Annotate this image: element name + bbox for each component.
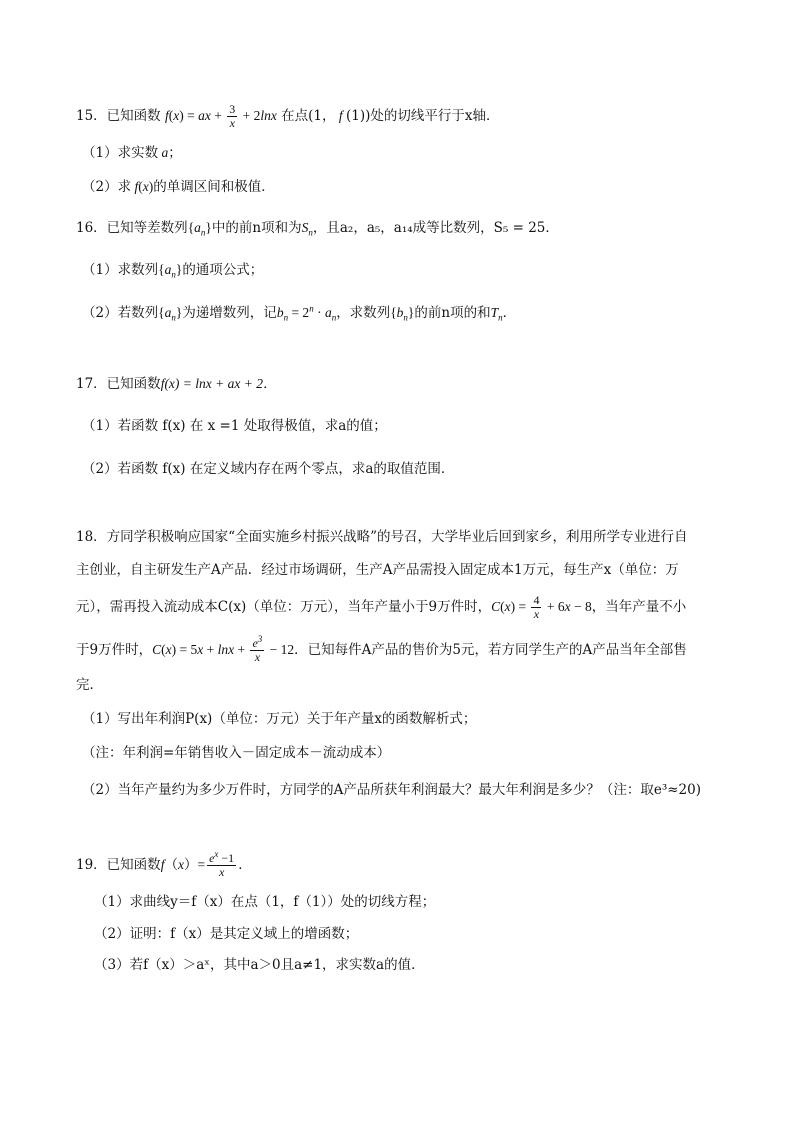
q18-fraction-1: $\frac{4}{x}$ — [533, 593, 540, 621]
q16-stem: 16．已知等差数列$\{a_n\}$中的前n项和为$S_n$，且a₂，a₅，a₁₄成等比数列，S₅ = 25． — [76, 220, 559, 238]
q15-part2: （2）求 f(x)的单调区间和极值． — [82, 179, 275, 195]
q19-part2: （2）证明：f（x）是其定义域上的增函数； — [94, 926, 359, 942]
q15-function-formula: f — [164, 108, 169, 123]
q19-part1: （1）求曲线y＝f（x）在点（1，f（1））处的切线方程； — [94, 894, 436, 910]
q19-fraction: $\frac{e^x -1}{x}$ — [209, 849, 235, 879]
q18-fraction-2: $\frac{e^3}{x}$ — [252, 634, 263, 664]
q18-line2: 主创业，自主研发生产A产品．经过市场调研，生产A产品需投入固定成本1万元，每生产x（单位：万 — [76, 562, 679, 578]
q15-part1: （1）求实数 a； — [82, 145, 182, 161]
q18-line4: 于9万件时，C(x) = 5x + lnx + $\frac{e^3}{x}$ − 12．已知每件A产品的售价为5元，若方同学生产的A产品当年全部售 — [76, 634, 687, 664]
q15-fraction: $\frac{3}{x}$ — [229, 102, 236, 130]
q17-part1: （1）若函数 f(x) 在 x =1 处取得极值，求a的值； — [82, 418, 387, 434]
q16-part2: （2）若数列$\{a_n\}$为递增数列，记$b_n = 2^n \cdot a_n$，求数列$\{b_n\}$的前n项的和$T_n$． — [82, 303, 517, 323]
q18-part2: （2）当年产量约为多少万件时，方同学的A产品所获年利润最大？最大年利润是多少？（注：取e³≈20) — [82, 782, 701, 798]
q18-note: （注：年利润=年销售收入－固定成本－流动成本） — [82, 745, 391, 761]
q18-line3: 元），需再投入流动成本C(x)（单位：万元），当年产量小于9万件时，C(x) = $\frac{4}{x}$ + 6x − 8，当年产量不小 — [76, 593, 687, 621]
q16-part1: （1）求数列$\{a_n\}$的通项公式； — [82, 262, 264, 280]
q18-part1: （1）写出年利润P(x)（单位：万元）关于年产量x的函数解析式； — [82, 711, 477, 727]
q19-stem: 19．已知函数f（x）= $\frac{e^x -1}{x}$ ． — [76, 849, 252, 879]
q17-stem: 17．已知函数f(x) = lnx + ax + 2． — [76, 376, 277, 392]
q18-line5: 完． — [76, 677, 103, 693]
q17-part2: （2）若函数 f(x) 在定义域内存在两个零点，求a的取值范围． — [82, 461, 455, 477]
q15-stem: 15．已知函数 f(x) = ax + $\frac{3}{x}$ + 2lnx 在点(1， f (1))处的切线平行于x轴． — [76, 102, 500, 130]
q19-part3: （3）若f（x）＞aˣ，其中a＞0且a≠1，求实数a的值． — [94, 957, 425, 973]
q15-stem-text: 15．已知函数 — [76, 108, 161, 124]
q18-line1: 18．方同学积极响应国家“全面实施乡村振兴战略”的号召，大学毕业后回到家乡，利用所学专业进行自 — [76, 529, 688, 545]
